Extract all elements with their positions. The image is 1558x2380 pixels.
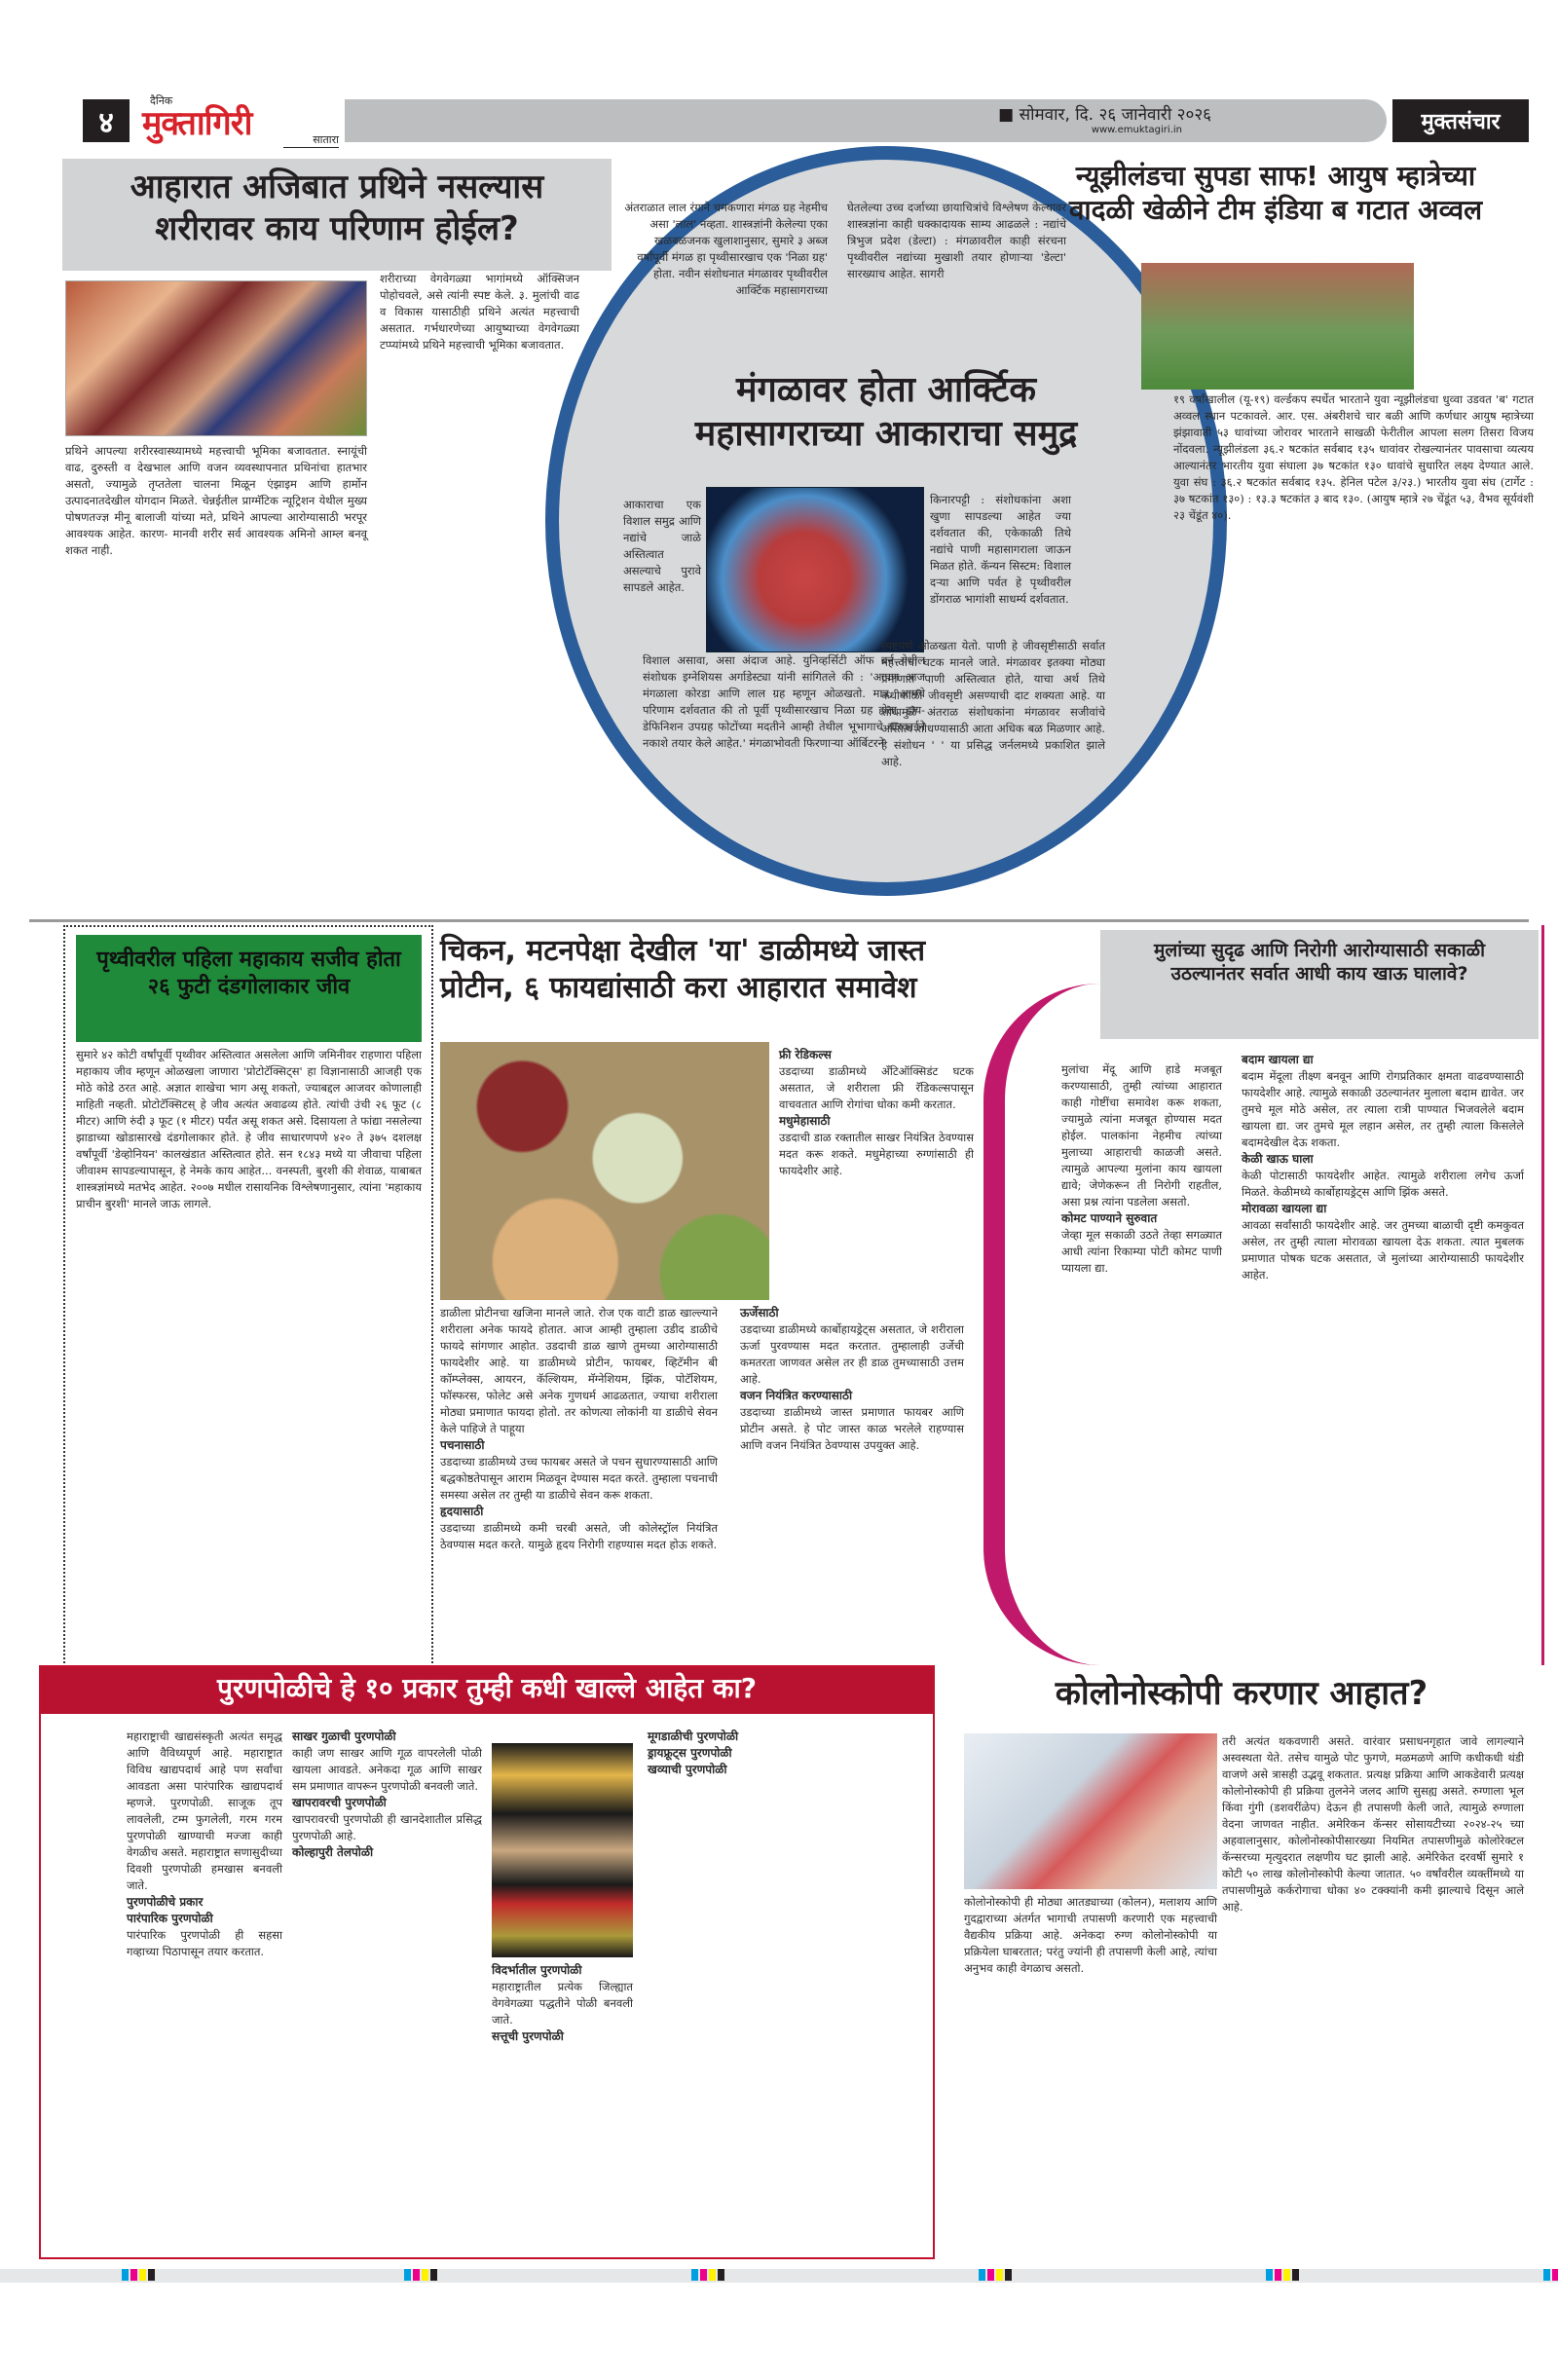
colon-model-image: [964, 1733, 1217, 1889]
protein-body-col1: प्रथिने आपल्या शरीरस्वास्थ्यामध्ये महत्त्वाची भूमिका बजावतात. स्नायूंची वाढ, दुरुस्ती व देखभाल आणि वजन व्यवस्थापनात प्रथिनांचा हातभार असतो, ज्यामुळे तृप्ततेला चालना मिळून एंझाइम आणि हार्मोन उत्पादनातदेखील योगदान मिळते. चेन्नईतील प्राग्मॅटिक न्यूट्रिशन येथील मुख्य पोषणतज्ज्ञ मीनू बालाजी यांच्या मते, प्रथिने आपल्या आरोग्यासाठी भरपूर आवश्यक आहेत. कारण- मानवी शरीर सर्व आवश्यक अमिनो आम्ल बनवू शकत नाही.: [65, 444, 367, 557]
print-registration-bar: [0, 2269, 1558, 2283]
subhead: खापरावरची पुरणपोळी: [292, 1796, 387, 1809]
headline-line: न्यूझीलंडचा सुपडा साफ! आयुष म्हात्रेच्या: [1075, 160, 1476, 192]
paragraph: मुलांचा मेंदू आणि हाडे मजबूत करण्यासाठी, तुम्ही त्यांच्या आहारात काही गोष्टींचा समावेश करू शकता, ज्यामुळे त्यांना मजबूत होण्यास मदत होईल. पालकांना नेहमीच त्यांच्या मुलाच्या आहाराची काळजी असते. त्यामुळे आपल्या मुलांना काय खायला द्यावे; जेणेकरून ती निरोगी राहतील, असा प्रश्न त्यांना पडलेला असतो.: [1061, 1062, 1222, 1209]
section-divider: [29, 919, 1529, 922]
cricket-headline: [1013, 159, 1539, 227]
paragraph: महाराष्ट्राची खाद्यसंस्कृती अत्यंत समृद्ध आणि वैविध्यपूर्ण आहे. महाराष्ट्रात विविध खाद्यपदार्थ आहे पण सर्वांचा आवडता असा पारंपारिक खाद्यपदार्थ म्हणजे. पुरणपोळी. साजूक तूप लावलेली, टम्म फुगलेली, गरम गरम पुरणपोळी खाण्याची मज्जा काही वेगळीच असते. महाराष्ट्रात सणासुदीच्या दिवशी पुरणपोळी हमखास बनवली जाते.: [127, 1729, 282, 1892]
paragraph: उडदाच्या डाळीमध्ये कार्बोहायड्रेट्स असतात, जे शरीराला ऊर्जा पुरवण्यास मदत करतात. तुम्हालाही उर्जेची कमतरता जाणवत असेल तर ही डाळ तुमच्यासाठी उत्तम आहे.: [740, 1322, 964, 1386]
dal-sidebar-col: [779, 1047, 974, 1179]
puranpoli-col1: [127, 1729, 282, 1960]
paragraph: उडदाच्या डाळीमध्ये जास्त प्रमाणात फायबर आणि प्रोटीन असते. हे पोट जास्त काळ भरलेले राहण्यास आणि वजन नियंत्रित ठेवण्यास उपयुक्त आहे.: [740, 1405, 964, 1452]
paragraph: उडदाच्या डाळीमध्ये उच्च फायबर असते जे पचन सुधारण्यासाठी आणि बद्धकोष्ठतेपासून आराम मिळवून देण्यास मदत करते. तुम्हाला पचनाची समस्या असेल तर तुम्ही या डाळीचे सेवन करू शकता.: [440, 1455, 718, 1502]
dal-main-col: [440, 1305, 718, 1553]
headline-line: उठल्यानंतर सर्वात आधी काय खाऊ घालावे?: [1170, 962, 1468, 985]
paragraph: उडदाच्या डाळीमध्ये अँटिऑक्सिडंट घटक असतात, जे शरीराला फ्री रॅडिकल्सपासून वाचवतात आणि रोगांचा धोका कमी करतात.: [779, 1064, 974, 1111]
dal-right-col: [740, 1305, 964, 1454]
protein-foods-image: [65, 280, 367, 436]
kids-col2: [1242, 1052, 1524, 1283]
logo-prefix: दैनिक: [150, 94, 173, 107]
section-label: मुक्तसंचार: [1392, 99, 1529, 142]
subhead: ऊर्जेसाठी: [740, 1306, 779, 1320]
puranpoli-image: [492, 1743, 633, 1957]
subhead: खव्याची पुरणपोळी: [648, 1763, 727, 1776]
protein-body-col2: शरीराच्या वेगवेगळ्या भागांमध्ये ऑक्सिजन पोहोचवले, असे त्यांनी स्पष्ट केले. ३. मुलांची वाढ व विकास यासाठीही प्रथिने अत्यंत महत्त्वाची असतात. गर्भधारणेच्या आयुष्याच्या वेगवेगळ्या टप्प्यांमध्ये प्रथिने महत्त्वाची भूमिका बजावतात.: [380, 272, 579, 352]
subhead: बदाम खायला द्या: [1242, 1053, 1314, 1066]
paragraph: डाळीला प्रोटीनचा खजिना मानले जाते. रोज एक वाटी डाळ खाल्ल्याने शरीराला अनेक फायदे होतात. आज आम्ही तुम्हाला उडीद डाळीचे फायदे सांगणार आहोत. उडदाची डाळ खाणे तुमच्या आरोग्यासाठी फायदेशीर आहे. या डाळीमध्ये प्रोटीन, फायबर, व्हिटॅमीन बी कॉम्प्लेक्स, आयरन, कॅल्शियम, मॅग्नेशियम, झिंक, पोटॅशियम, फॉस्फरस, फोलेट असे अनेक गुणधर्म आढळतात, ज्याचा शरीराला मोठ्या प्रमाणात फायदा होतो. तर कोणत्या लोकांनी या डाळीचे सेवन केले पाहिजे ते पाहूया: [440, 1306, 718, 1435]
headline-line: पृथ्वीवरील पहिला महाकाय सजीव होता: [96, 948, 401, 972]
headline-line: शरीरावर काय परिणाम होईल?: [155, 208, 519, 248]
headline-line: महासागराच्या आकाराचा समुद्र: [694, 414, 1078, 454]
organism-headline: [76, 935, 422, 1042]
subhead: फ्री रेडिकल्स: [779, 1048, 832, 1061]
headline-line: आहारात अजिबात प्रथिने नसल्यास: [130, 167, 544, 206]
subhead: मधुमेहासाठी: [779, 1114, 831, 1128]
cmyk-swatch: [1543, 2269, 1558, 2281]
subhead: विदर्भातील पुरणपोळी: [492, 1963, 582, 1977]
subhead: वजन नियंत्रित करण्यासाठी: [740, 1389, 853, 1402]
mars-body-d: किनारपट्टी : संशोधकांना अशा खुणा सापडल्या आहेत ज्या दर्शवतात की, एकेकाळी तिथे नद्यांचे पाणी महासागराला जाऊन मिळत होते. कॅन्यन सिस्टम: विशाल दऱ्या आणि पर्वत हे पृथ्वीवरील डोंगराळ भागांशी साधर्म्य दर्शवतात.: [930, 493, 1071, 606]
paragraph: आवळा सर्वांसाठी फायदेशीर आहे. जर तुमच्या बाळाची दृष्टी कमकुवत असेल, तर तुम्ही त्याला मोरावळा खायला देऊ शकता. त्यात मुबलक प्रमाणात पोषक घटक असतात, जे मुलांच्या आरोग्यासाठी फायदेशीर आहेत.: [1242, 1218, 1524, 1282]
headline-line: मंगळावर होता आर्क्टिक: [735, 370, 1037, 410]
mars-body-e: विशाल असावा, असा अंदाज आहे. युनिव्हर्सिटी ऑफ बर्न येथील संशोधक इग्नेशियस अर्गाडेस्ट्या यांनी सांगितले की : 'आपण आज मंगळाला कोरडा आणि लाल ग्रह म्हणून ओळखतो. मात्र, आमचे परिणाम दर्शवतात की तो पूर्वी पृथ्वीसारखाच निळा ग्रह होता. हाय-डेफिनिशन उपग्रह फोटोंच्या मदतीने आम्ही तेथील भूभागाचे बारकाईने नकाशे तयार केले आहेत.' मंगळाभोवती फिरणाऱ्या ऑर्बिटरने: [643, 653, 925, 750]
cmyk-swatch: [691, 2269, 724, 2281]
headline-line: २६ फुटी दंडगोलाकार जीव: [147, 974, 351, 999]
subhead: केळी खाऊ घाला: [1242, 1152, 1314, 1166]
paragraph: बदाम मेंदूला तीक्ष्ण बनवून आणि रोगप्रतिकार क्षमता वाढवण्यासाठी फायदेशीर आहे. त्यामुळे सकाळी उठल्यानंतर मुलाला बदाम द्यावेत. जर तुमचे मूल मोठे असेल, तर त्याला रात्री पाण्यात भिजवलेले बदाम खायला द्या. जर तुमचे मूल लहान असेल, तर तुम्ही त्याला किसलेले बदामदेखील देऊ शकता.: [1242, 1069, 1524, 1149]
subhead: ड्रायफ्रूट्स पुरणपोळी: [648, 1746, 732, 1760]
organism-body: सुमारे ४२ कोटी वर्षांपूर्वी पृथ्वीवर अस्तित्वात असलेला आणि जमिनीवर राहणारा पहिला महाकाय जीव म्हणून ओळखला जाणारा 'प्रोटोटॅक्सिट्स' हा विज्ञानासाठी आजही एक मोठे कोडे ठरत आहे. अज्ञात शाखेचा भाग असू शकतो, ज्याबद्दल आजवर कोणालाही माहिती नव्हती. प्रोटोटॅक्सिटस् हे जीव अत्यंत अवाढव्य होते. त्यांची उंची २६ फूट (८ मीटर) आणि रुंदी ३ फूट (१ मीटर) पर्यंत असू शकत असे. दिसायला ते फांद्या नसलेल्या झाडाच्या खोडासारखे दंडगोलाकार होते. हे जीव साधारणपणे ४२० ते ३७५ दशलक्ष वर्षांपूर्वी 'डेव्होनियन' कालखंडात अस्तित्वात होते. सन १८४३ मध्ये या जीवाचा पहिला जीवाश्म सापडल्यापासून, हे नेमके काय आहेत... वनस्पती, बुरशी की शेवाळ, याबाबत शास्त्रज्ञांमध्ये मतभेद आहेत. २००७ मधील रासायनिक विश्लेषणानुसार, त्यांना 'महाकाय प्राचीन बुरशी' मानले जाऊ लागले.: [76, 1048, 422, 1210]
cmyk-swatch: [404, 2269, 437, 2281]
logo-city: सातारा: [283, 132, 339, 148]
subhead: साखर गुळाची पुरणपोळी: [292, 1729, 396, 1743]
lentils-image: [440, 1042, 769, 1300]
mars-body-f: स्पष्टपणे ओळखता येतो. पाणी हे जीवसृष्टीसाठी सर्वात महत्त्वाचा घटक मानले जाते. मंगळावर इतक्या मोठ्या प्रमाणात पाणी अस्तित्वात होते, याचा अर्थ तिथे कधीकाळी जीवसृष्टी असण्याची दाट शक्यता आहे. या शोधामुळे अंतराळ संशोधकांना मंगळावर सजीवांचे अस्तित्व शोधण्यासाठी आता अधिक बळ मिळणार आहे. हे संशोधन ' ' या प्रसिद्ध जर्नलमध्ये प्रकाशित झाले आहे.: [881, 639, 1105, 768]
cmyk-swatch: [1266, 2269, 1299, 2281]
kids-headline: [1100, 930, 1539, 1039]
headline-line: वादळी खेळीने टीम इंडिया ब गटात अव्वल: [1068, 194, 1483, 226]
subhead: कोल्हापुरी तेलपोळी: [292, 1845, 374, 1859]
colonoscopy-col1: कोलोनोस्कोपी ही मोठ्या आतड्याच्या (कोलन), मलाशय आणि गुदद्वाराच्या अंतर्गत भागाची तपासणी करणारी एक महत्त्वाची वैद्यकीय प्रक्रिया आहे. अनेकदा रुग्ण कोलोनोस्कोपी या प्रक्रियेला घाबरतात; परंतु ज्यांनी ही तपासणी केली आहे, त्यांचा अनुभव काही वेगळाच असतो.: [964, 1895, 1217, 1975]
puranpoli-col2: [292, 1729, 482, 1861]
logo-name: मुक्तागिरी: [142, 104, 252, 143]
puranpoli-col4: [648, 1729, 920, 1778]
paragraph: काही जण साखर आणि गूळ वापरलेली पोळी खायला आवडते. अनेकदा गूळ आणि साखर सम प्रमाणात वापरून पुरणपोळी बनवली जाते.: [292, 1746, 482, 1793]
mars-body-b: घेतलेल्या उच्च दर्जाच्या छायाचित्रांचे विश्लेषण केल्यावर शास्त्रज्ञांना काही धक्कादायक साम्य आढळले : नद्यांचे त्रिभुज प्रदेश (डेल्टा) : मंगळावरील काही संरचना पृथ्वीवरील नद्यांच्या मुखाशी तयार होणाऱ्या 'डेल्टा' सारख्याच आहेत. सागरी: [847, 201, 1066, 280]
magenta-arc-decoration: [983, 984, 1110, 1665]
headline-line: प्रोटीन, ६ फायद्यांसाठी करा आहारात समावेश: [440, 970, 917, 1005]
mars-body-a: अंतराळात लाल रंगाने चमकणारा मंगळ ग्रह नेहमीच असा 'लाल' नव्हता. शास्त्रज्ञांनी केलेल्या एका खळबळजनक खुलाशानुसार, सुमारे ३ अब्ज वर्षांपूर्वी मंगळ हा पृथ्वीसारखाच एक 'निळा ग्रह' होता. नवीन संशोधनात मंगळावर पृथ्वीवरील आर्क्टिक महासागराच्या: [624, 201, 828, 297]
subhead: पुरणपोळीचे प्रकार: [127, 1895, 204, 1909]
paragraph: जेव्हा मूल सकाळी उठते तेव्हा सगळ्यात आधी त्यांना रिकाम्या पोटी कोमट पाणी प्यायला द्या.: [1061, 1228, 1222, 1275]
subhead: कोमट पाण्याने सुरुवात: [1061, 1211, 1158, 1225]
subhead: पारंपारिक पुरणपोळी: [127, 1912, 213, 1925]
subhead: मोरावळा खायला द्या: [1242, 1202, 1327, 1215]
paragraph: महाराष्ट्रातील प्रत्येक जिल्ह्यात वेगवेगळ्या पद्धतीने पोळी बनवली जाते.: [492, 1980, 633, 2027]
cmyk-swatch: [122, 2269, 155, 2281]
cmyk-swatch: [979, 2269, 1012, 2281]
paragraph: खापरावरची पुरणपोळी ही खानदेशातील प्रसिद्ध पुरणपोळी आहे.: [292, 1812, 482, 1842]
subhead: हृदयासाठी: [440, 1505, 484, 1518]
paragraph: पारंपारिक पुरणपोळी ही सहसा गव्हाच्या पिठापासून तयार करतात.: [127, 1928, 282, 1958]
headline-line: चिकन, मटनपेक्षा देखील 'या' डाळीमध्ये जास्त: [440, 934, 926, 968]
page-number: ४: [83, 99, 130, 142]
colonoscopy-headline: कोलोनोस्कोपी करणार आहात?: [1055, 1674, 1428, 1713]
mars-body-c: आकाराचा एक विशाल समुद्र आणि नद्यांचे जाळे अस्तित्वात असल्याचे पुरावे सापडले आहेत.: [623, 498, 701, 594]
issue-date: ■ सोमवार, दि. २६ जानेवारी २०२६: [998, 105, 1211, 125]
headline-line: मुलांच्या सुदृढ आणि निरोगी आरोग्यासाठी सकाळी: [1153, 940, 1486, 961]
dal-headline: [440, 933, 1073, 1006]
cricket-batsman-image: [1141, 263, 1414, 390]
paragraph: उडदाच्या डाळीमध्ये कमी चरबी असते, जी कोलेस्ट्रॉल नियंत्रित ठेवण्यास मदत करते. यामुळे हृदय निरोगी राहण्यास मदत होऊ शकते.: [440, 1521, 718, 1551]
date-bar: [345, 99, 1387, 142]
mars-planet-image: [706, 487, 924, 652]
puranpoli-headline: पुरणपोळीचे हे १० प्रकार तुम्ही कधी खाल्ले आहेत का?: [41, 1667, 933, 1714]
colonoscopy-col2: तरी अत्यंत थकवणारी असते. वारंवार प्रसाधनगृहात जावे लागल्याने अस्वस्थता येते. तसेच यामुळे पोट फुगणे, मळमळणे आणि कधीकधी थंडी वाजणे असे त्रासही उद्भवू शकतात. प्रत्यक्ष प्रक्रिया आणि आकडेवारी प्रत्यक्ष कोलोनोस्कोपी ही प्रक्रिया तुलनेने जलद आणि सुसह्य असते. रुग्णाला भूल किंवा गुंगी (डशवरींळेप) देऊन ही तपासणी केली जाते, त्यामुळे रुग्णाला वेदना जाणवत नाहीत. अमेरिकन कॅन्सर सोसायटीच्या २०२४-२५ च्या अहवालानुसार, कोलोनोस्कोपीसारख्या नियमित तपासणीमुळे कोलोरेक्टल कॅन्सरच्या मृत्युदरात लक्षणीय घट झाली आहे. अमेरिकेत दरवर्षी सुमारे १ कोटी ५० लाख कोलोनोस्कोपी केल्या जातात. ५० वर्षांवरील व्यक्तींमध्ये या तपासणीमुळे कर्करोगाचा धोका ४० टक्क्यांनी कमी झाल्याचे दिसून आले आहे.: [1222, 1734, 1524, 1914]
protein-headline: [62, 159, 612, 271]
subhead: पचनासाठी: [440, 1438, 485, 1452]
mars-headline: [613, 368, 1159, 456]
paragraph: उडदाची डाळ रक्तातील साखर नियंत्रित ठेवण्यास मदत करू शकते. मधुमेहाच्या रुग्णांसाठी ही फायदेशीर आहे.: [779, 1131, 974, 1177]
puranpoli-col3: [492, 1962, 633, 2045]
cricket-body: १९ वर्षांखालील (यू-१९) वर्ल्डकप स्पर्धेत भारताने युवा न्यूझीलंडचा धुव्वा उडवत 'ब' गटात अव्वल स्थान पटकावले. आर. एस. अंबरीशचे चार बळी आणि कर्णधार आयुष म्हात्रेच्या झंझावाती ५३ धावांच्या जोरावर भारताने साखळी फेरीतील आपला सलग तिसरा विजय नोंदवला. न्यूझीलंडला ३६.२ षटकांत सर्वबाद १३५ धावांवर रोखल्यानंतर पावसाचा व्यत्यय आल्यानंतर भारतीय युवा संघाला ३७ षटकांत १३० धावांचे सुधारित लक्ष्य देण्यात आले. युवा संघ : ३६.२ षटकांत सर्वबाद १३५. हेनिल पटेल ३/२३.) भारतीय युवा संघ (टार्गेट : ३७ षटकांत १३०) : १३.३ षटकांत ३ बाद १३०. (आयुष म्हात्रे २७ चेंडूंत ५३, वैभव सूर्यवंशी २३ चेंडूंत ४०).: [1173, 392, 1534, 522]
subhead: सत्तूची पुरणपोळी: [492, 2029, 564, 2043]
subhead: मूगडाळीची पुरणपोळी: [648, 1729, 739, 1743]
website-link[interactable]: www.emuktagiri.in: [1091, 125, 1182, 135]
paragraph: केळी पोटासाठी फायदेशीर आहेत. त्यामुळे शरीराला लगेच ऊर्जा मिळते. केळीमध्ये कार्बोहायड्रेट्स आणि झिंक असते.: [1242, 1169, 1524, 1199]
newspaper-logo[interactable]: [134, 93, 339, 148]
